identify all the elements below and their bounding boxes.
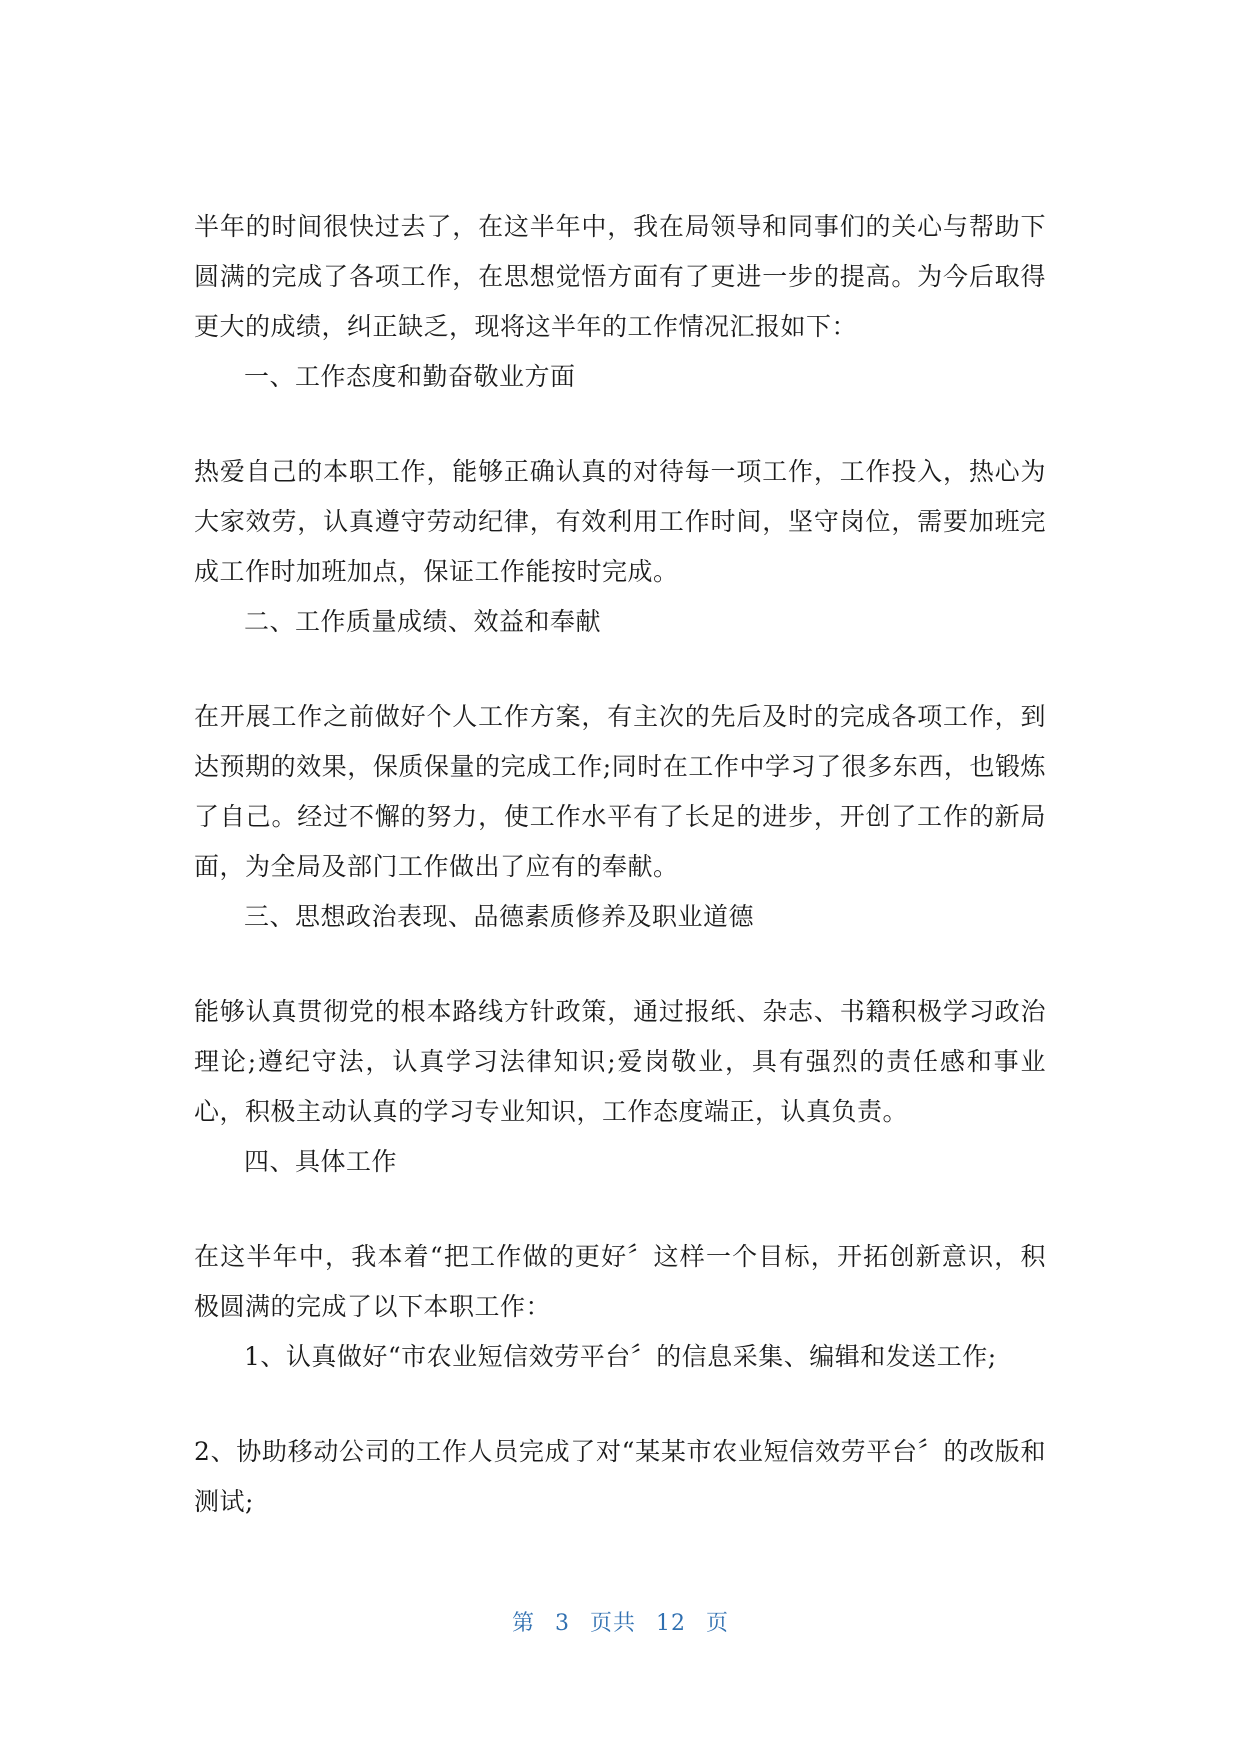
section-heading-2: 二、工作质量成绩、效益和奉献: [244, 607, 602, 636]
footer-current-page: 3: [554, 1611, 570, 1636]
section-heading-1: 一、工作态度和勤奋敬业方面: [244, 362, 576, 391]
section-4-paragraph: 在这半年中，我本着“把工作做的更好〞这样一个目标，开拓创新意识，积极圆满的完成了以下本职工作：: [194, 1242, 1046, 1321]
work-item-1: 1、认真做好“市农业短信效劳平台〞的信息采集、编辑和发送工作;: [244, 1342, 997, 1371]
document-body: [194, 202, 1046, 1527]
page-footer: [0, 1606, 1241, 1637]
section-heading-4: 四、具体工作: [244, 1147, 398, 1176]
section-1-paragraph: 热爱自己的本职工作，能够正确认真的对待每一项工作，工作投入，热心为大家效劳，认真遵守劳动纪律，有效利用工作时间，坚守岗位，需要加班完成工作时加班加点，保证工作能按时完成。: [194, 457, 1046, 586]
section-3-paragraph: 能够认真贯彻党的根本路线方针政策，通过报纸、杂志、书籍积极学习政治理论;遵纪守法，认真学习法律知识;爱岗敬业，具有强烈的责任感和事业心，积极主动认真的学习专业知识，工作态度端正，认真负责。: [194, 997, 1046, 1126]
section-heading-3: 三、思想政治表现、品德素质修养及职业道德: [244, 902, 755, 931]
footer-total-pages: 12: [656, 1611, 686, 1636]
section-2-paragraph: 在开展工作之前做好个人工作方案，有主次的先后及时的完成各项工作，到达预期的效果，保质保量的完成工作;同时在工作中学习了很多东西，也锻炼了自己。经过不懈的努力，使工作水平有了长足的进步，开创了工作的新局面，为全局及部门工作做出了应有的奉献。: [194, 702, 1046, 881]
footer-label-of: 页共: [589, 1611, 636, 1636]
work-item-2: 2、协助移动公司的工作人员完成了对“某某市农业短信效劳平台〞的改版和测试;: [194, 1437, 1046, 1516]
footer-label-page: 第: [511, 1611, 535, 1636]
footer-label-end: 页: [706, 1611, 730, 1636]
intro-paragraph: 半年的时间很快过去了，在这半年中，我在局领导和同事们的关心与帮助下圆满的完成了各项工作，在思想觉悟方面有了更进一步的提高。为今后取得更大的成绩，纠正缺乏，现将这半年的工作情况汇报如下：: [194, 212, 1046, 341]
